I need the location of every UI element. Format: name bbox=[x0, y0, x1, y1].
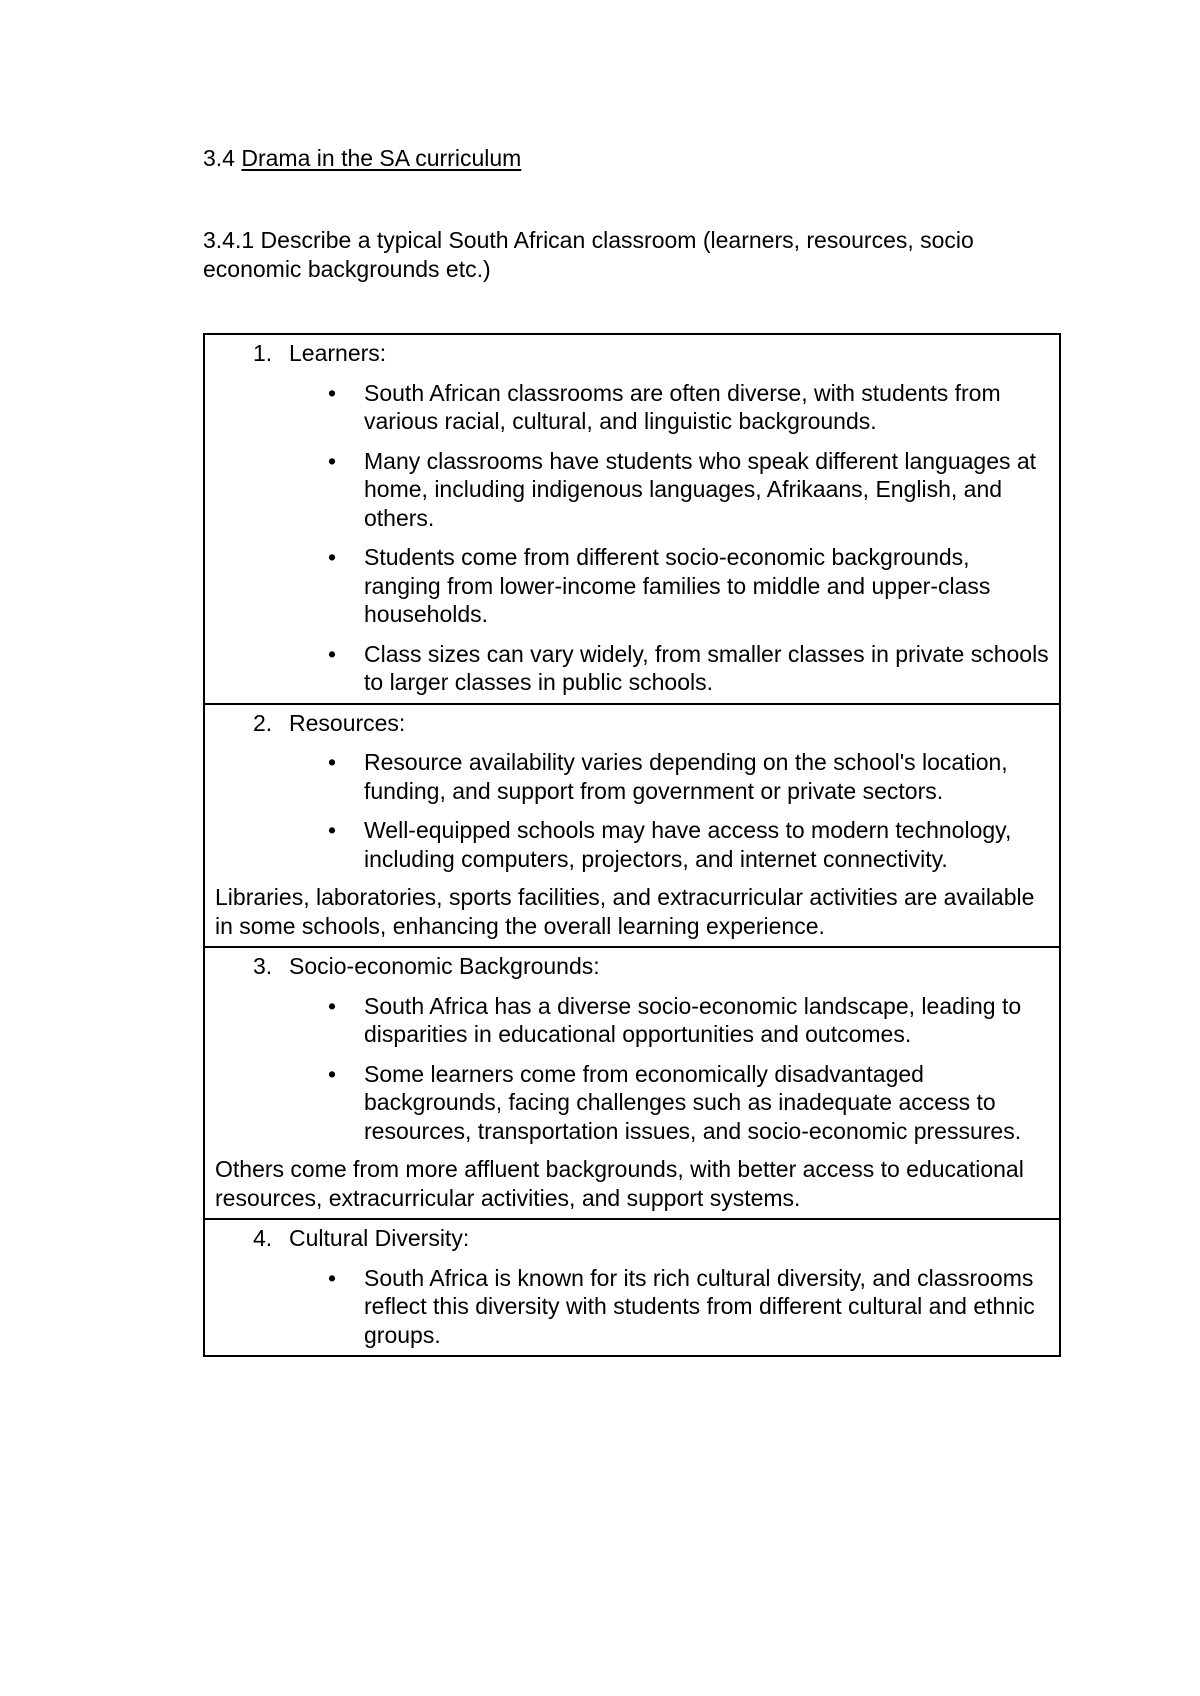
bullet-list bbox=[215, 992, 1049, 1146]
list-item bbox=[215, 1264, 1049, 1350]
bullet-icon: • bbox=[328, 447, 337, 474]
list-item bbox=[215, 816, 1049, 873]
bullet-icon: • bbox=[328, 749, 337, 775]
table-cell-resources bbox=[204, 704, 1060, 948]
table-body bbox=[204, 334, 1060, 1356]
list-number: 1. bbox=[253, 340, 273, 366]
list-number: 4. bbox=[253, 1225, 273, 1251]
list-item-text: Resource availability varies depending on the school's location, funding, and support from government or private sectors. bbox=[364, 749, 1008, 804]
list-heading bbox=[215, 339, 1049, 368]
list-item bbox=[215, 543, 1049, 629]
table-row bbox=[204, 1219, 1060, 1356]
list-item bbox=[215, 447, 1049, 533]
question-text: 3.4.1 Describe a typical South African classroom (learners, resources, socio economic backgrounds etc.) bbox=[203, 227, 974, 282]
list-title: Resources: bbox=[289, 709, 406, 736]
list-item-text: Students come from different socio-economic backgrounds, ranging from lower-income families to middle and upper-class households. bbox=[364, 544, 991, 627]
section-number: 3.4 bbox=[203, 145, 235, 171]
table-cell-socio-economic bbox=[204, 947, 1060, 1219]
list-item-text: Class sizes can vary widely, from smaller classes in private schools to larger classes in public schools. bbox=[364, 640, 1049, 695]
list-item-text: South African classrooms are often diverse, with students from various racial, cultural, and linguistic backgrounds. bbox=[364, 379, 1001, 434]
table-row bbox=[204, 947, 1060, 1219]
list-item-text: Some learners come from economically disadvantaged backgrounds, facing challenges such as inadequate access to resources, transportation issues, and socio-economic pressures. bbox=[364, 1060, 1022, 1144]
section-title: Drama in the SA curriculum bbox=[241, 145, 522, 171]
list-heading bbox=[215, 952, 1049, 981]
list-title: Socio-economic Backgrounds: bbox=[289, 953, 600, 979]
list-number: 2. bbox=[253, 709, 273, 736]
list-item bbox=[215, 992, 1049, 1049]
bullet-icon: • bbox=[328, 1060, 337, 1087]
table-cell-learners bbox=[204, 334, 1060, 704]
list-item bbox=[215, 1060, 1049, 1146]
list-item-text: Many classrooms have students who speak different languages at home, including indigenous languages, Afrikaans, English, and others. bbox=[364, 447, 1037, 531]
bullet-icon: • bbox=[328, 817, 337, 843]
bullet-icon: • bbox=[328, 544, 337, 570]
list-heading bbox=[215, 709, 1049, 738]
list-heading bbox=[215, 1224, 1049, 1253]
bullet-icon: • bbox=[328, 640, 337, 667]
table-row bbox=[204, 334, 1060, 704]
classroom-description-table bbox=[203, 333, 1061, 1357]
table-row bbox=[204, 704, 1060, 948]
bullet-icon: • bbox=[328, 992, 337, 1019]
list-item-text: South Africa has a diverse socio-economic landscape, leading to disparities in educational opportunities and outcomes. bbox=[364, 992, 1022, 1047]
list-item-text: Well-equipped schools may have access to modern technology, including computers, projectors, and internet connectivity. bbox=[364, 817, 1012, 872]
closing-paragraph: Libraries, laboratories, sports facilities, and extracurricular activities are available in some schools, enhancing the overall learning experience. bbox=[215, 884, 1035, 939]
bullet-icon: • bbox=[328, 379, 337, 406]
list-title: Cultural Diversity: bbox=[289, 1225, 470, 1251]
section-heading bbox=[203, 144, 521, 172]
closing-paragraph: Others come from more affluent backgrounds, with better access to educational resources, extracurricular activities, and support systems. bbox=[215, 1156, 1024, 1211]
list-item-text: South Africa is known for its rich cultural diversity, and classrooms reflect this diversity with students from different cultural and ethnic groups. bbox=[364, 1264, 1035, 1348]
list-item bbox=[215, 379, 1049, 436]
bullet-list bbox=[215, 1264, 1049, 1350]
list-item bbox=[215, 640, 1049, 697]
bullet-list bbox=[215, 748, 1049, 873]
bullet-list bbox=[215, 379, 1049, 697]
table-cell-cultural-diversity bbox=[204, 1219, 1060, 1356]
list-title: Learners: bbox=[289, 340, 387, 366]
list-number: 3. bbox=[253, 953, 273, 979]
list-item bbox=[215, 748, 1049, 805]
bullet-icon: • bbox=[328, 1264, 337, 1291]
